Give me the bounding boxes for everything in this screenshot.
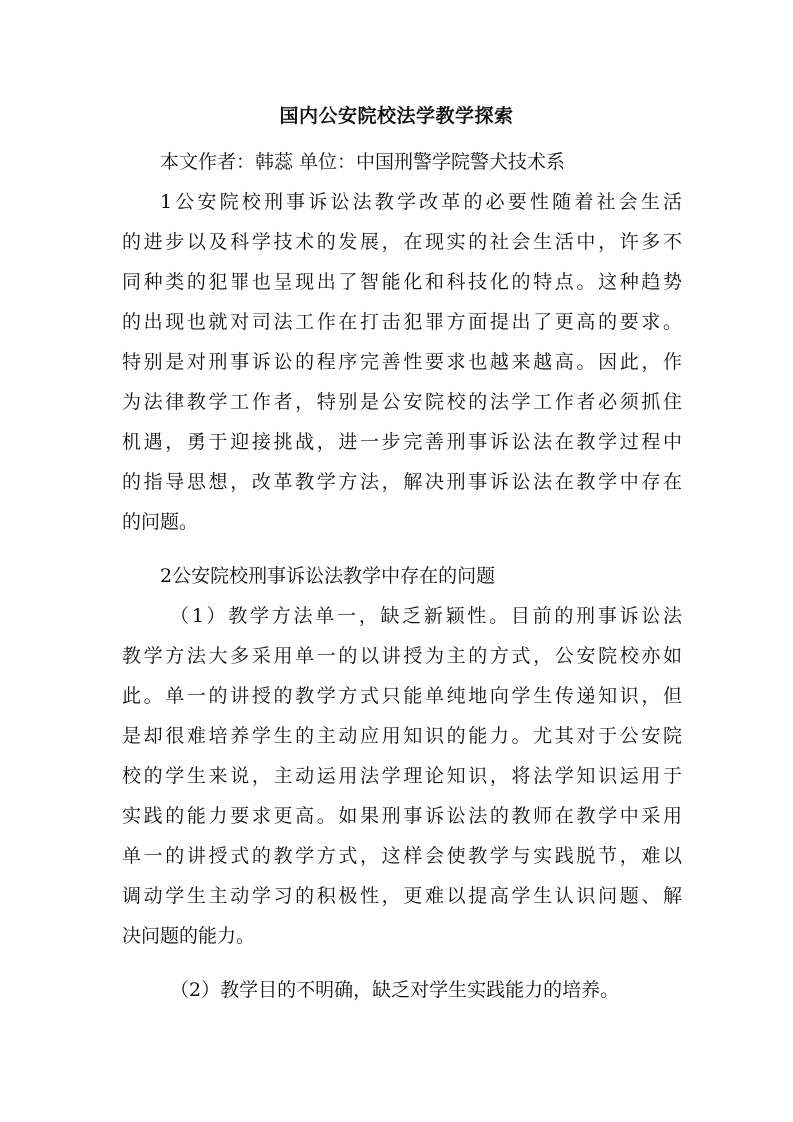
body-line: 的出现也就对司法工作在打击犯罪方面提出了更高的要求。 [122, 311, 682, 333]
body-line: 同种类的犯罪也呈现出了智能化和科技化的特点。这种趋势 [122, 271, 682, 293]
body-line: 调动学生主动学习的积极性，更难以提高学生认识问题、解 [122, 885, 682, 907]
body-line: 校的学生来说，主动运用法学理论知识，将法学知识运用于 [122, 765, 682, 787]
body-line: 的进步以及科学技术的发展，在现实的社会生活中，许多不 [122, 231, 682, 253]
body-line: 实践的能力要求更高。如果刑事诉讼法的教师在教学中采用 [122, 805, 682, 827]
body-line: 此。单一的讲授的教学方式只能单纯地向学生传递知识，但 [122, 685, 682, 707]
document-title: 国内公安院校法学教学探索 [279, 105, 514, 127]
body-line: 决问题的能力。 [122, 925, 256, 947]
section-heading: 2公安院校刑事诉讼法教学中存在的问题 [160, 565, 496, 587]
body-line: 是却很难培养学生的主动应用知识的能力。尤其对于公安院 [122, 725, 682, 747]
body-line: （2）教学目的不明确，缺乏对学生实践能力的培养。 [170, 979, 620, 1001]
body-line: 单一的讲授式的教学方式，这样会使教学与实践脱节，难以 [122, 845, 682, 867]
body-line: 特别是对刑事诉讼的程序完善性要求也越来越高。因此，作 [122, 351, 682, 373]
author-line: 本文作者：韩蕊 单位：中国刑警学院警犬技术系 [160, 151, 566, 173]
body-line: 的指导思想，改革教学方法，解决刑事诉讼法在教学中存在 [122, 471, 682, 493]
body-line: 教学方法大多采用单一的以讲授为主的方式，公安院校亦如 [122, 645, 682, 667]
body-line: 机遇，勇于迎接挑战，进一步完善刑事诉讼法在教学过程中 [122, 431, 682, 453]
body-line: （1）教学方法单一，缺乏新颖性。目前的刑事诉讼法 [170, 605, 682, 627]
body-line: 为法律教学工作者，特别是公安院校的法学工作者必须抓住 [122, 391, 682, 413]
body-line: 1公安院校刑事诉讼法教学改革的必要性随着社会生活 [160, 191, 682, 213]
body-line: 的问题。 [122, 511, 199, 533]
